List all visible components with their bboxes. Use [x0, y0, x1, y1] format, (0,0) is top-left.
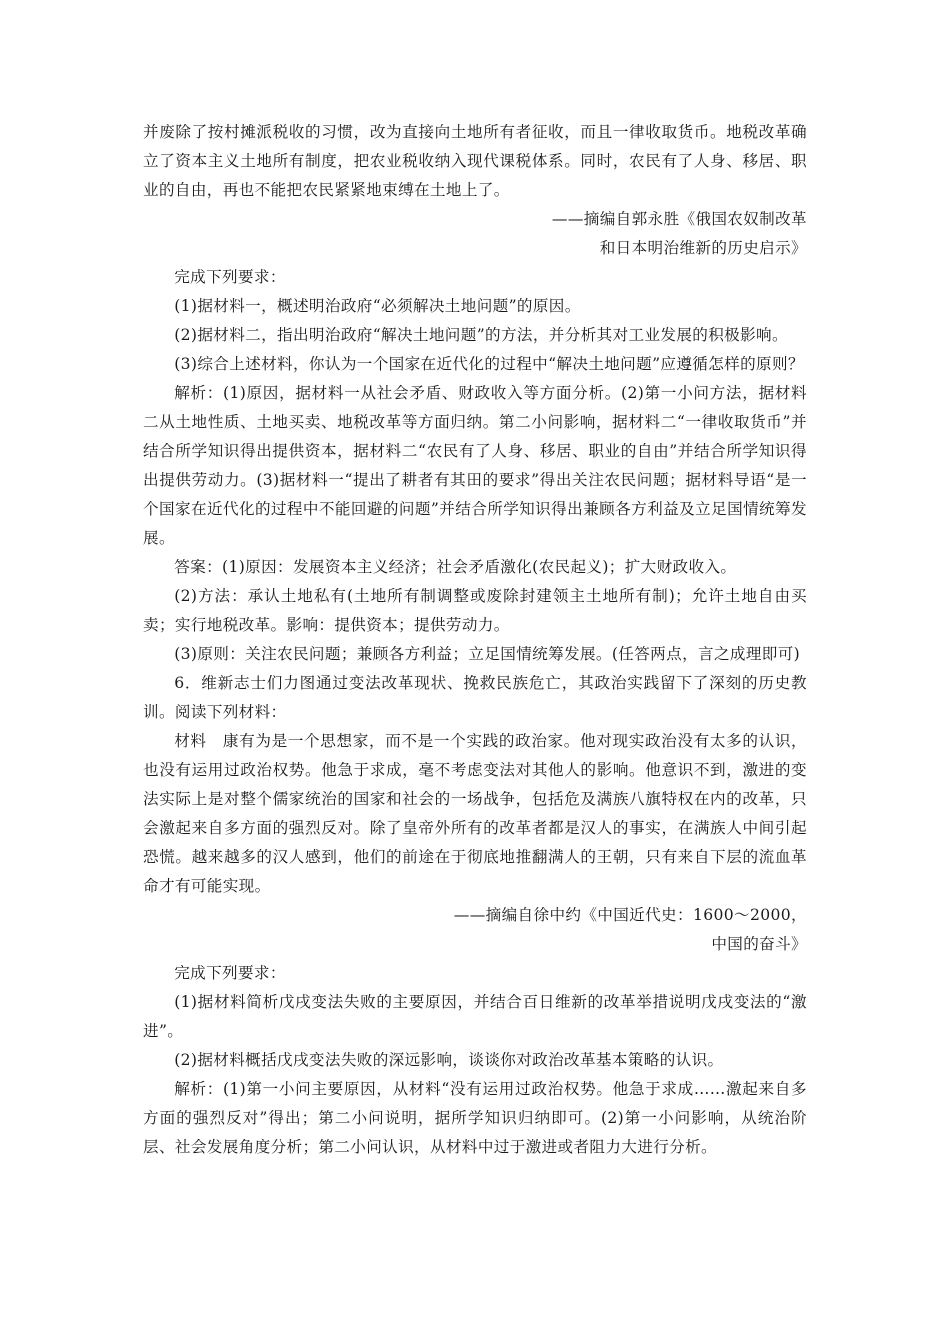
q5-item-3: (3)综合上述材料，你认为一个国家在近代化的过程中“解决土地问题”应遵循怎样的原则？ [174, 355, 804, 373]
q6-prompt: 完成下列要求： [174, 964, 286, 982]
material-continuation: 并废除了按村摊派税收的习惯，改为直接向土地所有者征收，而且一律收取货币。地税改革确立了资本主义土地所有制度，把农业税收纳入现代课税体系。同时，农民有了人身、移居、职业的自由，再也不能把农民紧紧地束缚在土地上了。 [143, 123, 807, 199]
q5-item-2: (2)据材料二，指出明治政府“解决土地问题”的方法，并分析其对工业发展的积极影响。 [174, 326, 788, 344]
q6-item-2: (2)据材料概括戊戌变法失败的深远影响，谈谈你对政治改革基本策略的认识。 [174, 1051, 724, 1069]
q6-item-1: (1)据材料简析戊戌变法失败的主要原因，并结合百日维新的改革举措说明戊戌变法的“激进”。 [143, 993, 807, 1040]
q5-analysis: 解析：(1)原因，据材料一从社会矛盾、财政收入等方面分析。(2)第一小问方法，据材料二从土地性质、土地买卖、地税改革等方面归纳。第二小问影响，据材料二“一律收取货币”并结合所学知识得出提供资本，据材料二“农民有了人身、移居、职业的自由”并结合所学知识得出提供劳动力。(3)据材料一“提出了耕者有其田的要求”得出关注农民问题；据材料导语“是一个国家在近代化的过程中不能回避的问题”并结合所学知识得出兼顾各方利益及立足国情统筹发展。 [143, 384, 807, 547]
q6-analysis: 解析：(1)第一小问主要原因，从材料“没有运用过政治权势。他急于求成……激起来自多方面的强烈反对”得出；第二小问说明，据所学知识归纳即可。(2)第一小问影响，从统治阶层、社会发展角度分析；第二小问认识，从材料中过于激进或者阻力大进行分析。 [143, 1080, 807, 1156]
q6-intro: 6．维新志士们力图通过变法改革现状、挽救民族危亡，其政治实践留下了深刻的历史教训。阅读下列材料： [143, 674, 807, 721]
q5-prompt: 完成下列要求： [174, 268, 286, 286]
q6-material: 材料 康有为是一个思想家，而不是一个实践的政治家。他对现实政治没有太多的认识，也没有运用过政治权势。他急于求成，毫不考虑变法对其他人的影响。他意识不到，激进的变法实际上是对整个儒家统治的国家和社会的一场战争，包括危及满族八旗特权在内的改革，只会激起来自多方面的强烈反对。除了皇帝外所有的改革者都是汉人的事实，在满族人中间引起恐慌。越来越多的汉人感到，他们的前途在于彻底地推翻满人的王朝，只有来自下层的流血革命才有可能实现。 [143, 732, 807, 895]
source-citation-line-1: ——摘编自郭永胜《俄国农奴制改革 [551, 210, 807, 228]
q5-answer-2: (2)方法：承认土地私有(土地所有制调整或废除封建领主土地所有制)；允许土地自由买卖；实行地税改革。影响：提供资本；提供劳动力。 [143, 587, 807, 634]
q5-answer-3: (3)原则：关注农民问题；兼顾各方利益；立足国情统筹发展。(任答两点，言之成理即可) [174, 645, 801, 663]
q6-source-line-2: 中国的奋斗》 [711, 935, 807, 953]
q5-item-1: (1)据材料一，概述明治政府“必须解决土地问题”的原因。 [174, 297, 581, 315]
q6-source-line-1: ——摘编自徐中约《中国近代史：1600～2000， [453, 906, 807, 924]
q5-answer-1: 答案：(1)原因：发展资本主义经济；社会矛盾激化(农民起义)；扩大财政收入。 [174, 558, 737, 576]
document-page [143, 118, 807, 1162]
source-citation-line-2: 和日本明治维新的历史启示》 [599, 239, 807, 257]
